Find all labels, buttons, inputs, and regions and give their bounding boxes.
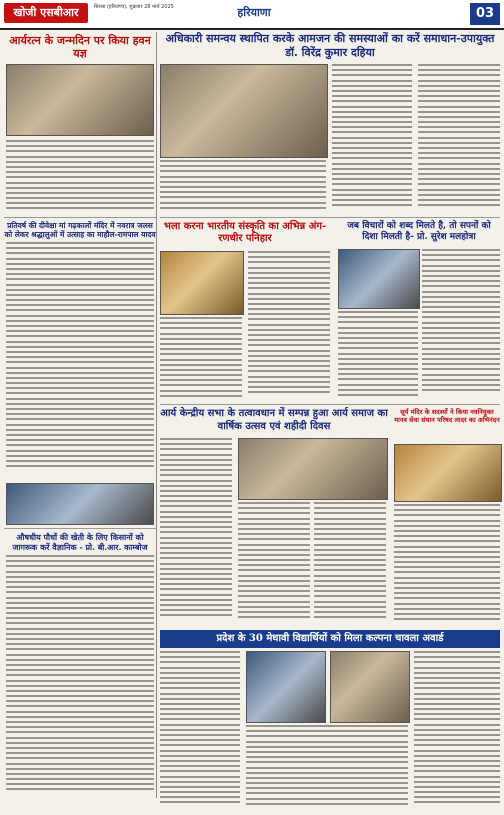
panihar-photo (160, 251, 244, 315)
havan-photo (6, 64, 154, 136)
lead-body-a (160, 160, 326, 214)
surya-photo (394, 444, 502, 502)
arya-headline: आर्य केन्द्रीय सभा के तत्वावधान में सम्पन्न हुआ आर्य समाज का वार्षिक उत्सव एवं शहीदी दिवस (160, 408, 388, 432)
award-body-a (160, 651, 240, 811)
words-body-b (338, 311, 418, 401)
left-headline-1: आर्यरत्न के जन्मदिन पर किया हवन यज्ञ (9, 34, 151, 60)
culture-body-b (248, 251, 330, 401)
arya-body-b (238, 502, 310, 628)
left-headline-2: प्रतिवर्ष की दीवेक्षा मां गढ़कालों मंदिर में नवरात्र जलस को लेकर श्रद्धालुओं में उत्साह का माहौल-रामपाल यादव (4, 221, 156, 239)
left-headline-3: औषधीय पौधों की खेती के लिए किसानों को जागरूक करें वैज्ञानिक - प्रो. बी.आर. काम्बोज (12, 532, 148, 552)
bottom-banner: प्रदेश के 30 मेधावी विद्यार्थियों को मिला कल्पना चावला अवार्ड (160, 630, 500, 648)
lead-headline: अधिकारी समन्वय स्थापित करके आमजन की समस्याओं का करें समाधान-उपायुक्त डॉ. विरेंद्र कुमार दहिया (165, 32, 495, 59)
right-area (160, 32, 500, 798)
article-body-2 (6, 242, 154, 480)
culture-headline: भला करना भारतीय संस्कृति का अभिन्न अंग-रणधीर पनिहार (163, 221, 327, 244)
section-title: हरियाणा (237, 6, 271, 19)
culture-body-a (160, 317, 242, 401)
award-photo-1 (246, 651, 326, 723)
masthead (0, 0, 504, 30)
lead-body-c (418, 64, 500, 214)
article-body-3 (6, 555, 154, 805)
meeting-photo (160, 64, 328, 158)
award-body-b (246, 725, 408, 811)
surya-body (394, 504, 500, 628)
surya-headline: सूर्य मंदिर के सदस्यों ने किया नवनियुक्त मानव सेवा संघान परिषद लादर का अभिनंदन (394, 408, 500, 424)
arya-body-a (160, 438, 232, 628)
lead-body-b (332, 64, 412, 214)
left-column (4, 32, 157, 798)
dateline: सिरसा (हरियाणा), शुक्रवार 28 मार्च 2025 (94, 4, 174, 10)
award-body-c (414, 651, 500, 811)
arya-photo (238, 438, 388, 500)
article-body-1 (6, 140, 154, 214)
temple-photo (6, 483, 154, 525)
page-number: 03 (470, 3, 500, 25)
seminar-photo (338, 249, 420, 309)
award-photo-2 (330, 651, 410, 723)
words-body-a (422, 249, 500, 401)
arya-body-c (314, 502, 386, 628)
words-headline: जब विचारों को शब्द मिलते है, तो सपनों को दिशा मिलती है- प्रो. सुरेश मलहोत्रा (347, 221, 491, 242)
newspaper-logo: खोजी एसबीआर (4, 3, 88, 23)
